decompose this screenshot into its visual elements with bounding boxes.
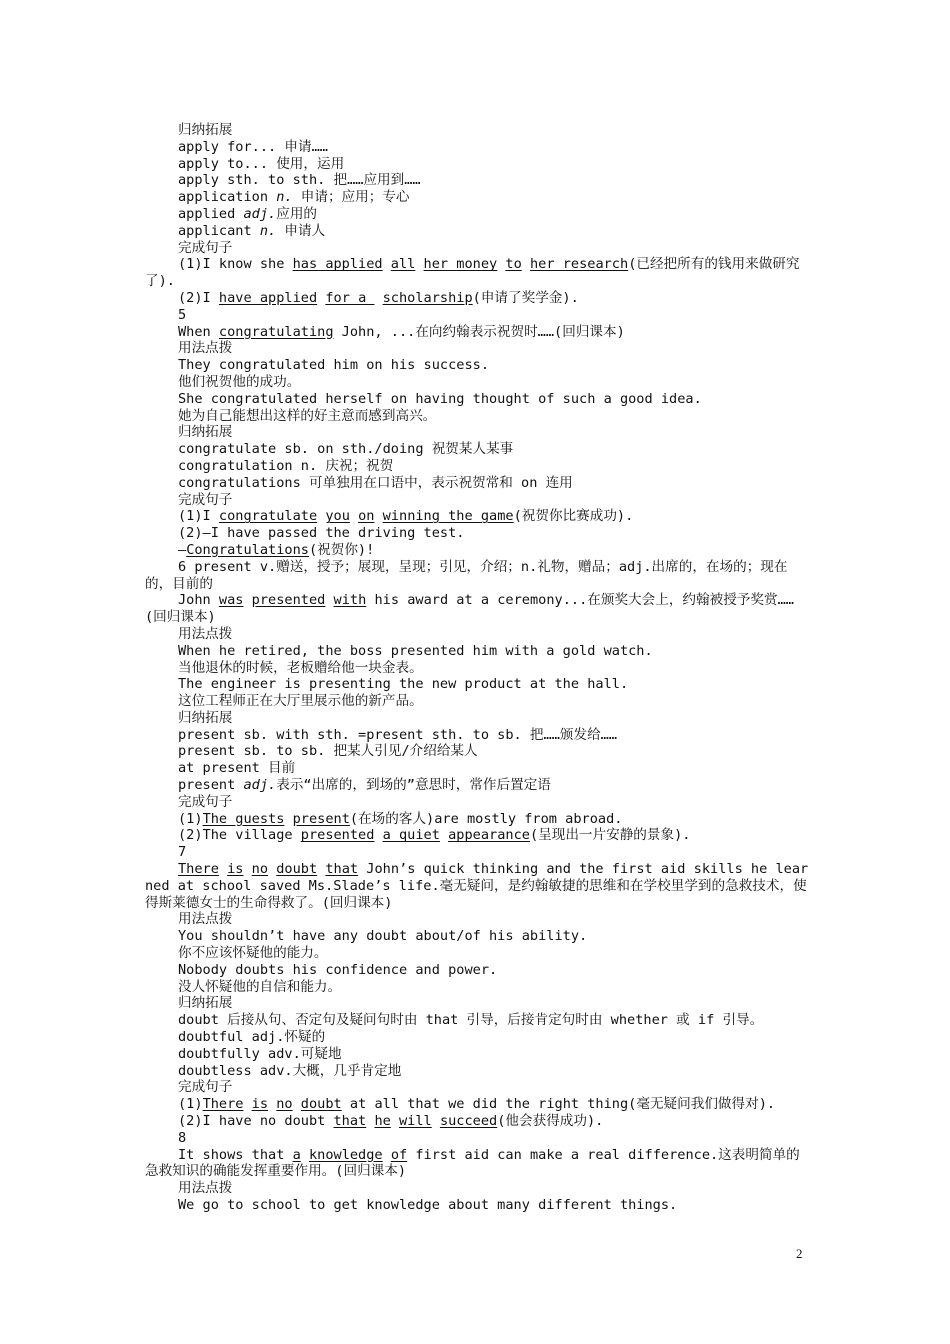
exercise-line: (1)I know she has applied all her money to her research(已经把所有的钱用来做研究了). xyxy=(145,256,800,290)
text-line: doubtless adv.大概，几乎肯定地 xyxy=(178,1062,402,1079)
text-line: apply sth. to sth. 把……应用到…… xyxy=(178,172,421,189)
text-line: congratulation n. 庆祝；祝贺 xyxy=(178,457,394,474)
heading-usage: 用法点拨 xyxy=(178,911,233,928)
text-line: 他们祝贺他的成功。 xyxy=(178,373,301,390)
heading-complete: 完成句子 xyxy=(178,239,233,256)
heading-summary: 归纳拓展 xyxy=(178,995,233,1012)
section-heading: 6 present v.赠送，授予；展现，呈现；引见，介绍；n.礼物，赠品；adj.出席的，在场的；现在的，目前的 xyxy=(145,558,788,592)
text-line: congratulations 可单独用在口语中，表示祝贺常和 on 连用 xyxy=(178,474,573,491)
key-sentence: There is no doubt that John’s quick thinking and the first aid skills he learned at school saved Ms.Slade’s life.毫无疑问，是约翰敏捷的思维和在学校里学到的急救技术，使得斯莱德女士的生命得救了。(回归课本) xyxy=(145,861,809,911)
heading-complete: 完成句子 xyxy=(178,1079,233,1096)
exercise-line: —Congratulations(祝贺你)! xyxy=(178,541,375,558)
heading-usage: 用法点拨 xyxy=(178,1180,233,1197)
exercise-line: (2)—I have passed the driving test. xyxy=(178,525,465,542)
heading-complete: 完成句子 xyxy=(178,491,233,508)
text-line: She congratulated herself on having thought of such a good idea. xyxy=(178,390,702,407)
text-line: You shouldn’t have any doubt about/of his ability. xyxy=(178,928,588,945)
exercise-line: (1)I congratulate you on winning the game(祝贺你比赛成功). xyxy=(178,508,634,525)
text-line: present sb. to sb. 把某人引见/介绍给某人 xyxy=(178,743,478,760)
key-sentence: John was presented with his award at a ceremony...在颁奖大会上，约翰被授予奖赏……(回归课本) xyxy=(145,592,794,626)
text-line: The engineer is presenting the new product at the hall. xyxy=(178,676,629,693)
section-number: 5 xyxy=(178,306,187,323)
exercise-line: (2)The village presented a quiet appearance(呈现出一片安静的景象). xyxy=(178,827,691,844)
section-number: 7 xyxy=(178,844,187,861)
exercise-line: (2)I have no doubt that he will succeed(他会获得成功). xyxy=(178,1113,604,1130)
page-number: 2 xyxy=(796,1246,803,1261)
text-line: doubtfully adv.可疑地 xyxy=(178,1045,342,1062)
text-line: congratulate sb. on sth./doing 祝贺某人某事 xyxy=(178,441,514,458)
text-line: 你不应该怀疑他的能力。 xyxy=(178,945,328,962)
exercise-line: (2)I have applied for a scholarship(申请了奖学金). xyxy=(178,289,579,306)
text-line: present sb. with sth. =present sth. to sb. 把……颁发给…… xyxy=(178,726,618,743)
exercise-line: (1)The guests present(在场的客人)are mostly from abroad. xyxy=(178,810,623,827)
heading-summary: 归纳拓展 xyxy=(178,122,233,138)
heading-summary: 归纳拓展 xyxy=(178,424,233,441)
page-content xyxy=(145,122,810,1214)
text-line: apply to... 使用，运用 xyxy=(178,155,345,172)
key-sentence: It shows that a knowledge of first aid can make a real difference.这表明简单的急救知识的确能发挥重要作用。(回归课本) xyxy=(145,1146,800,1180)
text-line: applied adj.应用的 xyxy=(178,205,318,222)
heading-complete: 完成句子 xyxy=(178,793,233,810)
text-line: We go to school to get knowledge about many different things. xyxy=(178,1197,678,1213)
text-line: Nobody doubts his confidence and power. xyxy=(178,961,498,978)
text-line: They congratulated him on his success. xyxy=(178,357,489,374)
text-line: present adj.表示“出席的，到场的”意思时，常作后置定语 xyxy=(178,777,551,794)
section-number: 8 xyxy=(178,1129,187,1146)
text-line: at present 目前 xyxy=(178,760,296,777)
text-line: 当他退休的时候，老板赠给他一块金表。 xyxy=(178,659,423,676)
text-line: 这位工程师正在大厅里展示他的新产品。 xyxy=(178,693,423,710)
heading-usage: 用法点拨 xyxy=(178,625,233,642)
text-line: doubtful adj.怀疑的 xyxy=(178,1029,326,1046)
heading-usage: 用法点拨 xyxy=(178,340,233,357)
text-line: doubt 后接从句、否定句及疑问句时由 that 引导，后接肯定句时由 whether 或 if 引导。 xyxy=(178,1012,764,1029)
text-line: apply for... 申请…… xyxy=(178,138,328,155)
exercise-line: (1)There is no doubt at all that we did the right thing(毫无疑问我们做得对). xyxy=(178,1096,776,1113)
text-line: applicant n. 申请人 xyxy=(178,222,326,239)
heading-summary: 归纳拓展 xyxy=(178,709,233,726)
key-sentence: When congratulating John, ...在向约翰表示祝贺时……(回归课本) xyxy=(178,323,625,340)
text-line: application n. 申请；应用；专心 xyxy=(178,189,410,206)
text-line: 没人怀疑他的自信和能力。 xyxy=(178,978,342,995)
text-line: When he retired, the boss presented him with a gold watch. xyxy=(178,642,653,659)
text-line: 她为自己能想出这样的好主意而感到高兴。 xyxy=(178,407,437,424)
